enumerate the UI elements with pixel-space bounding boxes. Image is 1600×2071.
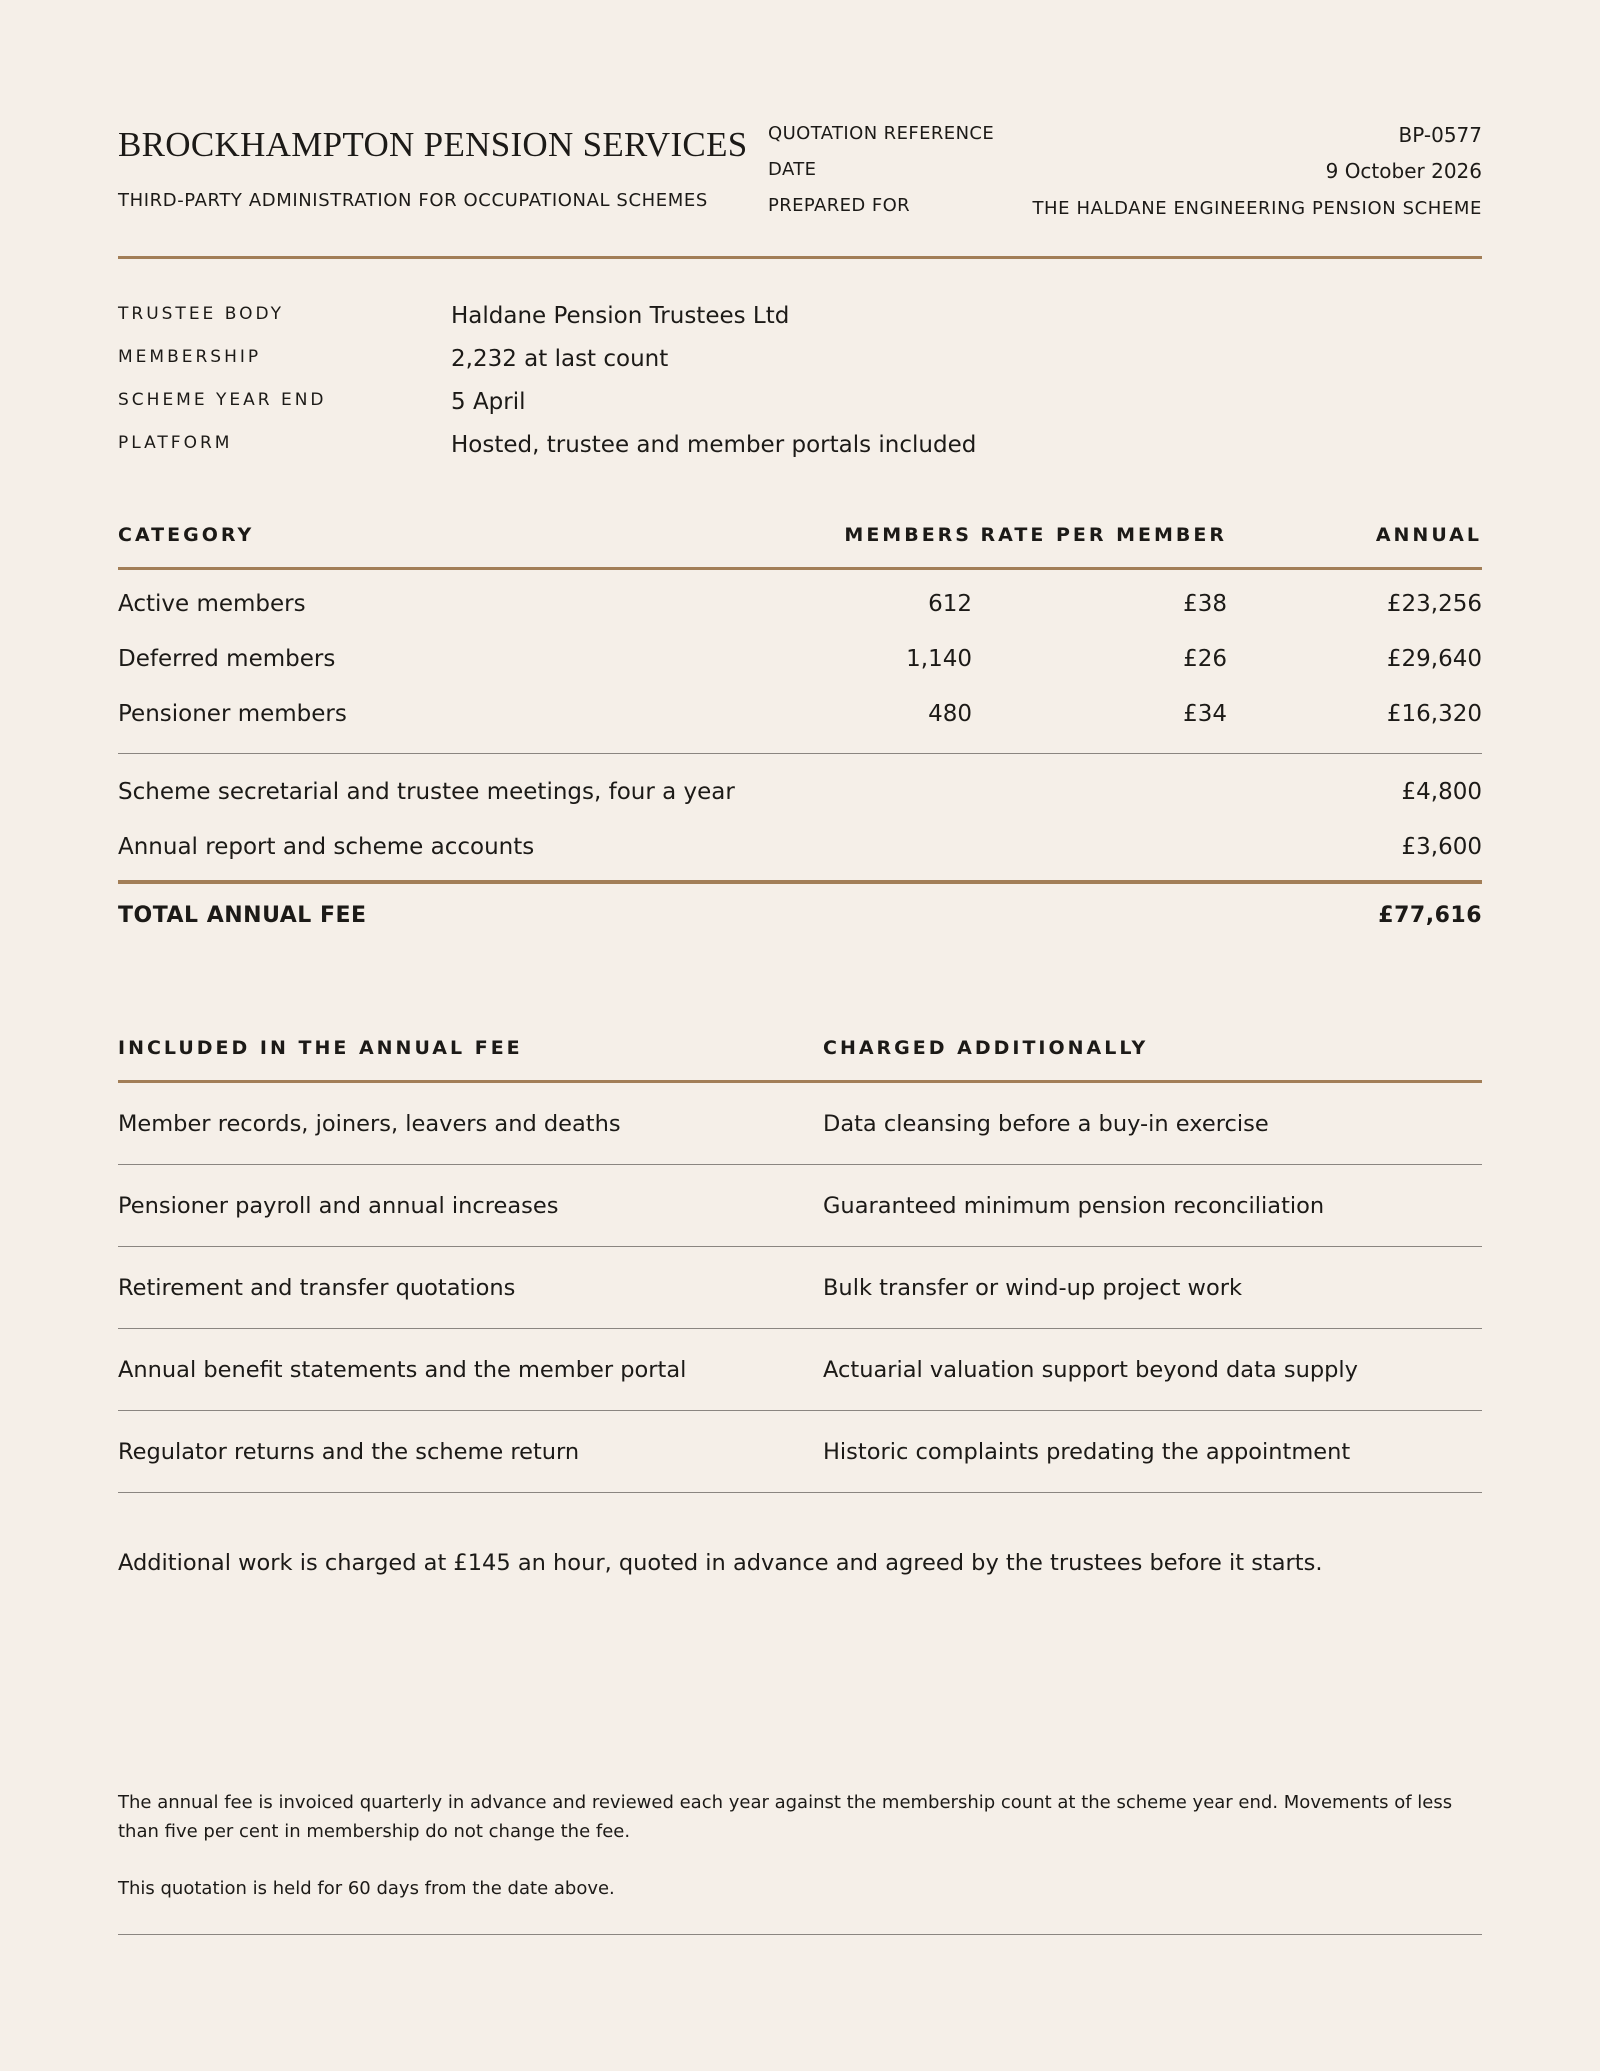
row-members: 612 xyxy=(928,591,972,617)
detail-label: SCHEME YEAR END xyxy=(118,390,327,410)
additional-heading: CHARGED ADDITIONALLY xyxy=(823,1037,1149,1059)
detail-value: Haldane Pension Trustees Ltd xyxy=(451,303,790,329)
row-rate: £38 xyxy=(1183,591,1227,617)
meta-label: DATE xyxy=(768,159,817,180)
table-row xyxy=(118,686,1482,741)
detail-value: 2,232 at last count xyxy=(451,346,669,372)
scope-row xyxy=(118,1329,1482,1411)
detail-row xyxy=(118,343,1482,386)
fixed-fee-rows xyxy=(118,754,1482,884)
fee-table xyxy=(118,510,1482,950)
row-annual: £23,256 xyxy=(1386,591,1482,617)
row-category: Active members xyxy=(118,591,306,617)
detail-label: MEMBERSHIP xyxy=(118,347,262,367)
included-item: Retirement and transfer quotations xyxy=(118,1275,516,1301)
scope-table xyxy=(118,1031,1482,1493)
meta-prepared-for xyxy=(768,190,1482,226)
additional-item: Guaranteed minimum pension reconciliation xyxy=(823,1193,1325,1219)
detail-row xyxy=(118,429,1482,472)
letterhead xyxy=(118,118,1482,259)
row-members: 1,140 xyxy=(906,646,972,672)
included-heading: INCLUDED IN THE ANNUAL FEE xyxy=(118,1037,523,1059)
scheme-details xyxy=(118,300,1482,472)
column-header-annual: ANNUAL xyxy=(1375,524,1482,546)
additional-item: Actuarial valuation support beyond data supply xyxy=(823,1357,1358,1383)
scope-header xyxy=(118,1031,1482,1083)
column-header-rate: RATE PER MEMBER xyxy=(980,524,1227,546)
included-item: Annual benefit statements and the member portal xyxy=(118,1357,687,1383)
total-value: £77,616 xyxy=(1378,903,1482,928)
table-row xyxy=(118,576,1482,631)
table-row xyxy=(118,631,1482,686)
column-header-members: MEMBERS xyxy=(844,524,972,546)
scope-row xyxy=(118,1165,1482,1247)
fee-table-header xyxy=(118,510,1482,570)
row-rate: £34 xyxy=(1183,701,1227,727)
row-category: Annual report and scheme accounts xyxy=(118,834,535,860)
additional-item: Historic complaints predating the appointment xyxy=(823,1439,1351,1465)
validity-terms: This quotation is held for 60 days from the date above. xyxy=(118,1878,615,1899)
included-item: Pensioner payroll and annual increases xyxy=(118,1193,559,1219)
scope-row xyxy=(118,1083,1482,1165)
detail-row xyxy=(118,386,1482,429)
row-annual: £4,800 xyxy=(1401,779,1482,805)
detail-value: Hosted, trustee and member portals included xyxy=(451,432,977,458)
row-annual: £16,320 xyxy=(1386,701,1482,727)
terms-footer xyxy=(118,1788,1482,1935)
additional-item: Data cleansing before a buy-in exercise xyxy=(823,1111,1269,1137)
prepared-for-value: THE HALDANE ENGINEERING PENSION SCHEME xyxy=(1032,198,1482,219)
included-item: Member records, joiners, leavers and deaths xyxy=(118,1111,621,1137)
row-category: Scheme secretarial and trustee meetings, four a year xyxy=(118,779,735,805)
company-name: BROCKHAMPTON PENSION SERVICES xyxy=(118,125,748,164)
table-row xyxy=(118,819,1482,874)
row-members: 480 xyxy=(928,701,972,727)
detail-label: PLATFORM xyxy=(118,433,233,453)
quotation-meta xyxy=(768,118,1482,226)
quotation-date: 9 October 2026 xyxy=(1325,159,1482,183)
hourly-rate-note: Additional work is charged at £145 an hour, quoted in advance and agreed by the trustees before it starts. xyxy=(118,1550,1323,1576)
row-rate: £26 xyxy=(1183,646,1227,672)
meta-label: PREPARED FOR xyxy=(768,195,911,216)
total-label: TOTAL ANNUAL FEE xyxy=(118,903,367,928)
company-tagline: THIRD-PARTY ADMINISTRATION FOR OCCUPATIONAL SCHEMES xyxy=(118,190,708,211)
detail-label: TRUSTEE BODY xyxy=(118,304,284,324)
detail-value: 5 April xyxy=(451,389,526,415)
table-row xyxy=(118,764,1482,819)
meta-reference xyxy=(768,118,1482,154)
row-annual: £3,600 xyxy=(1401,834,1482,860)
row-annual: £29,640 xyxy=(1386,646,1482,672)
meta-label: QUOTATION REFERENCE xyxy=(768,123,995,144)
meta-date xyxy=(768,154,1482,190)
scope-row xyxy=(118,1411,1482,1493)
member-fee-rows xyxy=(118,570,1482,754)
detail-row xyxy=(118,300,1482,343)
quotation-reference: BP-0577 xyxy=(1398,123,1482,147)
row-category: Deferred members xyxy=(118,646,336,672)
additional-item: Bulk transfer or wind-up project work xyxy=(823,1275,1243,1301)
invoicing-terms: The annual fee is invoiced quarterly in advance and reviewed each year against the membership count at the scheme year end. Movements of less than five per cent in membership do not change the fee. xyxy=(118,1792,1453,1842)
included-item: Regulator returns and the scheme return xyxy=(118,1439,580,1465)
row-category: Pensioner members xyxy=(118,701,347,727)
scope-row xyxy=(118,1247,1482,1329)
total-row xyxy=(118,884,1482,950)
column-header-category: CATEGORY xyxy=(118,524,255,546)
